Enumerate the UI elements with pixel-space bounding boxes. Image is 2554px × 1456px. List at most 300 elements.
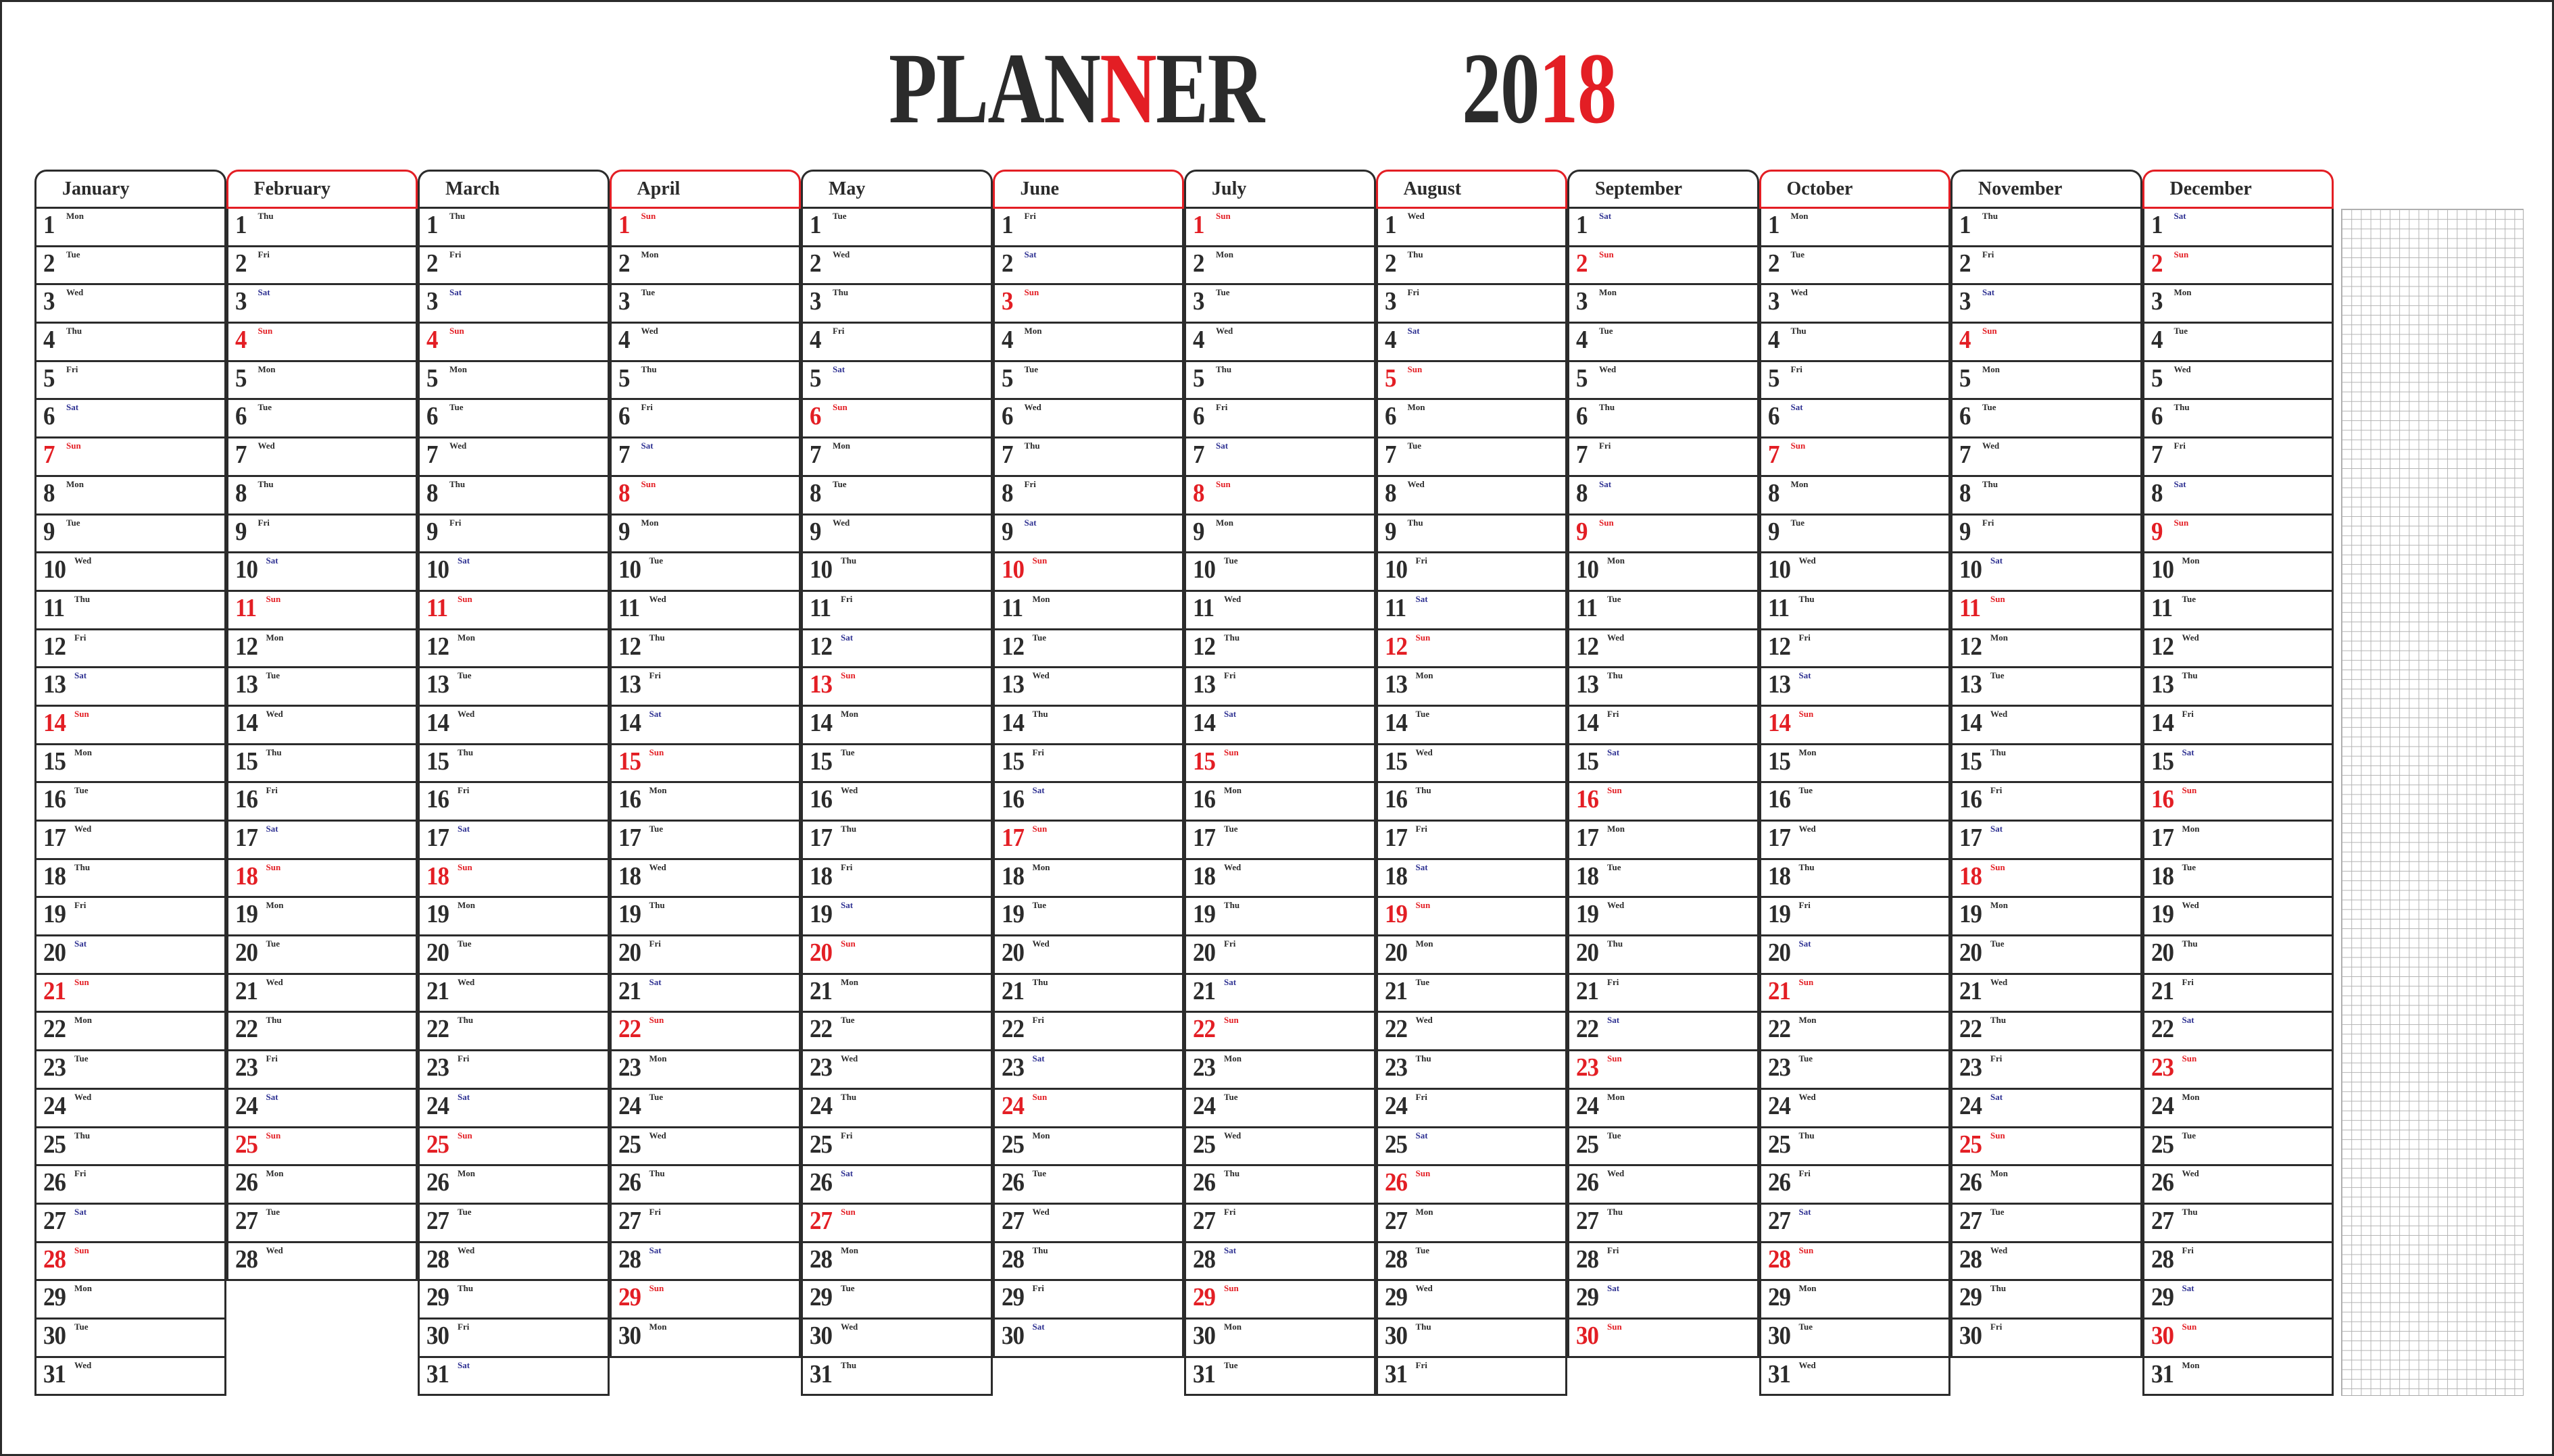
- day-cell[interactable]: [226, 668, 418, 707]
- day-cell[interactable]: [34, 362, 226, 401]
- day-cell[interactable]: [1759, 1051, 1951, 1090]
- day-cell[interactable]: [1567, 1013, 1759, 1051]
- day-cell[interactable]: [801, 745, 993, 784]
- day-cell[interactable]: [1759, 1205, 1951, 1243]
- day-cell[interactable]: [1376, 707, 1568, 745]
- day-cell[interactable]: [1950, 1128, 2142, 1167]
- day-cell[interactable]: [418, 898, 610, 936]
- day-cell[interactable]: [993, 209, 1185, 247]
- day-cell[interactable]: [2142, 1128, 2334, 1167]
- day-cell[interactable]: [1759, 1281, 1951, 1320]
- day-cell[interactable]: [1759, 630, 1951, 669]
- day-cell[interactable]: [993, 1013, 1185, 1051]
- day-cell[interactable]: [1184, 592, 1376, 630]
- day-cell[interactable]: [610, 783, 802, 822]
- day-cell[interactable]: [2142, 707, 2334, 745]
- day-cell[interactable]: [1376, 783, 1568, 822]
- day-cell[interactable]: [610, 1320, 802, 1358]
- day-cell[interactable]: [801, 1166, 993, 1205]
- day-cell[interactable]: [1950, 438, 2142, 477]
- day-cell[interactable]: [993, 1281, 1185, 1320]
- day-cell[interactable]: [34, 247, 226, 286]
- day-cell[interactable]: [418, 822, 610, 860]
- day-cell[interactable]: [226, 553, 418, 592]
- day-cell[interactable]: [418, 362, 610, 401]
- day-cell[interactable]: [1567, 1051, 1759, 1090]
- day-cell[interactable]: [2142, 324, 2334, 362]
- day-cell[interactable]: [801, 936, 993, 975]
- day-cell[interactable]: [418, 592, 610, 630]
- day-cell[interactable]: [1759, 898, 1951, 936]
- day-cell[interactable]: [1950, 668, 2142, 707]
- day-cell[interactable]: [226, 898, 418, 936]
- day-cell[interactable]: [801, 516, 993, 554]
- day-cell[interactable]: [1950, 362, 2142, 401]
- day-cell[interactable]: [610, 1051, 802, 1090]
- day-cell[interactable]: [1376, 630, 1568, 669]
- day-cell[interactable]: [418, 324, 610, 362]
- day-cell[interactable]: [1376, 1166, 1568, 1205]
- day-cell[interactable]: [801, 898, 993, 936]
- day-cell[interactable]: [1567, 783, 1759, 822]
- day-cell[interactable]: [418, 1320, 610, 1358]
- day-cell[interactable]: [418, 668, 610, 707]
- day-cell[interactable]: [993, 668, 1185, 707]
- day-cell[interactable]: [1376, 1281, 1568, 1320]
- day-cell[interactable]: [610, 553, 802, 592]
- day-cell[interactable]: [801, 362, 993, 401]
- day-cell[interactable]: [993, 630, 1185, 669]
- day-cell[interactable]: [1376, 898, 1568, 936]
- day-cell[interactable]: [1376, 247, 1568, 286]
- day-cell[interactable]: [801, 209, 993, 247]
- day-cell[interactable]: [2142, 1358, 2334, 1397]
- day-cell[interactable]: [1567, 553, 1759, 592]
- day-cell[interactable]: [801, 1281, 993, 1320]
- day-cell[interactable]: [418, 1090, 610, 1128]
- day-cell[interactable]: [1950, 324, 2142, 362]
- day-cell[interactable]: [1376, 1090, 1568, 1128]
- day-cell[interactable]: [34, 745, 226, 784]
- day-cell[interactable]: [993, 1166, 1185, 1205]
- day-cell[interactable]: [1376, 592, 1568, 630]
- day-cell[interactable]: [34, 1051, 226, 1090]
- day-cell[interactable]: [1950, 400, 2142, 438]
- day-cell[interactable]: [418, 1243, 610, 1282]
- day-cell[interactable]: [1759, 707, 1951, 745]
- day-cell[interactable]: [1759, 477, 1951, 516]
- day-cell[interactable]: [610, 860, 802, 899]
- day-cell[interactable]: [2142, 783, 2334, 822]
- day-cell[interactable]: [1950, 1090, 2142, 1128]
- day-cell[interactable]: [1950, 1051, 2142, 1090]
- day-cell[interactable]: [1184, 362, 1376, 401]
- day-cell[interactable]: [1759, 1013, 1951, 1051]
- day-cell[interactable]: [1567, 209, 1759, 247]
- day-cell[interactable]: [226, 1166, 418, 1205]
- day-cell[interactable]: [801, 1205, 993, 1243]
- day-cell[interactable]: [1950, 822, 2142, 860]
- day-cell[interactable]: [1950, 477, 2142, 516]
- day-cell[interactable]: [226, 783, 418, 822]
- day-cell[interactable]: [1184, 1205, 1376, 1243]
- day-cell[interactable]: [226, 1128, 418, 1167]
- day-cell[interactable]: [610, 1205, 802, 1243]
- day-cell[interactable]: [1759, 822, 1951, 860]
- day-cell[interactable]: [1184, 1358, 1376, 1397]
- day-cell[interactable]: [34, 438, 226, 477]
- day-cell[interactable]: [610, 1013, 802, 1051]
- day-cell[interactable]: [1950, 285, 2142, 324]
- day-cell[interactable]: [801, 630, 993, 669]
- day-cell[interactable]: [1950, 1281, 2142, 1320]
- day-cell[interactable]: [1950, 1166, 2142, 1205]
- day-cell[interactable]: [418, 860, 610, 899]
- day-cell[interactable]: [2142, 400, 2334, 438]
- day-cell[interactable]: [418, 516, 610, 554]
- day-cell[interactable]: [1184, 936, 1376, 975]
- day-cell[interactable]: [226, 1243, 418, 1282]
- day-cell[interactable]: [226, 1051, 418, 1090]
- day-cell[interactable]: [610, 516, 802, 554]
- day-cell[interactable]: [1567, 668, 1759, 707]
- day-cell[interactable]: [1567, 975, 1759, 1013]
- day-cell[interactable]: [226, 285, 418, 324]
- day-cell[interactable]: [1376, 553, 1568, 592]
- day-cell[interactable]: [610, 822, 802, 860]
- day-cell[interactable]: [1376, 324, 1568, 362]
- day-cell[interactable]: [1567, 898, 1759, 936]
- day-cell[interactable]: [1567, 1281, 1759, 1320]
- day-cell[interactable]: [610, 936, 802, 975]
- day-cell[interactable]: [1376, 745, 1568, 784]
- day-cell[interactable]: [1184, 668, 1376, 707]
- day-cell[interactable]: [993, 247, 1185, 286]
- day-cell[interactable]: [1567, 477, 1759, 516]
- day-cell[interactable]: [993, 860, 1185, 899]
- day-cell[interactable]: [34, 898, 226, 936]
- day-cell[interactable]: [34, 592, 226, 630]
- day-cell[interactable]: [418, 1166, 610, 1205]
- day-cell[interactable]: [226, 362, 418, 401]
- day-cell[interactable]: [1376, 1013, 1568, 1051]
- day-cell[interactable]: [1950, 1320, 2142, 1358]
- day-cell[interactable]: [801, 592, 993, 630]
- day-cell[interactable]: [1184, 400, 1376, 438]
- day-cell[interactable]: [801, 285, 993, 324]
- day-cell[interactable]: [993, 975, 1185, 1013]
- day-cell[interactable]: [993, 516, 1185, 554]
- day-cell[interactable]: [993, 1205, 1185, 1243]
- day-cell[interactable]: [34, 860, 226, 899]
- day-cell[interactable]: [226, 209, 418, 247]
- day-cell[interactable]: [1567, 822, 1759, 860]
- day-cell[interactable]: [1950, 936, 2142, 975]
- day-cell[interactable]: [2142, 438, 2334, 477]
- day-cell[interactable]: [34, 1281, 226, 1320]
- day-cell[interactable]: [2142, 1166, 2334, 1205]
- day-cell[interactable]: [801, 707, 993, 745]
- day-cell[interactable]: [993, 1320, 1185, 1358]
- day-cell[interactable]: [1184, 1013, 1376, 1051]
- day-cell[interactable]: [801, 783, 993, 822]
- day-cell[interactable]: [34, 1205, 226, 1243]
- day-cell[interactable]: [34, 975, 226, 1013]
- day-cell[interactable]: [1759, 285, 1951, 324]
- day-cell[interactable]: [418, 783, 610, 822]
- day-cell[interactable]: [1184, 1281, 1376, 1320]
- day-cell[interactable]: [610, 592, 802, 630]
- day-cell[interactable]: [610, 975, 802, 1013]
- day-cell[interactable]: [1376, 438, 1568, 477]
- day-cell[interactable]: [226, 936, 418, 975]
- day-cell[interactable]: [1759, 247, 1951, 286]
- day-cell[interactable]: [1759, 1320, 1951, 1358]
- day-cell[interactable]: [1759, 1090, 1951, 1128]
- day-cell[interactable]: [1950, 247, 2142, 286]
- day-cell[interactable]: [418, 247, 610, 286]
- day-cell[interactable]: [993, 898, 1185, 936]
- day-cell[interactable]: [226, 438, 418, 477]
- day-cell[interactable]: [993, 477, 1185, 516]
- day-cell[interactable]: [610, 668, 802, 707]
- day-cell[interactable]: [1759, 668, 1951, 707]
- day-cell[interactable]: [226, 860, 418, 899]
- day-cell[interactable]: [1184, 630, 1376, 669]
- day-cell[interactable]: [2142, 516, 2334, 554]
- day-cell[interactable]: [1950, 516, 2142, 554]
- day-cell[interactable]: [2142, 592, 2334, 630]
- day-cell[interactable]: [610, 324, 802, 362]
- day-cell[interactable]: [2142, 1090, 2334, 1128]
- day-cell[interactable]: [1184, 975, 1376, 1013]
- day-cell[interactable]: [2142, 630, 2334, 669]
- day-cell[interactable]: [1184, 1090, 1376, 1128]
- day-cell[interactable]: [1376, 400, 1568, 438]
- day-cell[interactable]: [1567, 1205, 1759, 1243]
- day-cell[interactable]: [1567, 707, 1759, 745]
- day-cell[interactable]: [2142, 1281, 2334, 1320]
- day-cell[interactable]: [2142, 860, 2334, 899]
- day-cell[interactable]: [2142, 1205, 2334, 1243]
- day-cell[interactable]: [418, 477, 610, 516]
- day-cell[interactable]: [1567, 1128, 1759, 1167]
- day-cell[interactable]: [1184, 285, 1376, 324]
- day-cell[interactable]: [418, 975, 610, 1013]
- day-cell[interactable]: [1950, 553, 2142, 592]
- day-cell[interactable]: [1184, 1320, 1376, 1358]
- day-cell[interactable]: [2142, 209, 2334, 247]
- day-cell[interactable]: [610, 438, 802, 477]
- day-cell[interactable]: [1950, 707, 2142, 745]
- day-cell[interactable]: [993, 285, 1185, 324]
- day-cell[interactable]: [226, 630, 418, 669]
- day-cell[interactable]: [1567, 285, 1759, 324]
- day-cell[interactable]: [2142, 745, 2334, 784]
- day-cell[interactable]: [2142, 285, 2334, 324]
- day-cell[interactable]: [993, 400, 1185, 438]
- day-cell[interactable]: [1184, 209, 1376, 247]
- day-cell[interactable]: [1759, 209, 1951, 247]
- day-cell[interactable]: [1950, 783, 2142, 822]
- day-cell[interactable]: [610, 400, 802, 438]
- notes-grid[interactable]: [2341, 209, 2524, 1396]
- day-cell[interactable]: [1950, 1205, 2142, 1243]
- day-cell[interactable]: [226, 400, 418, 438]
- day-cell[interactable]: [1184, 516, 1376, 554]
- day-cell[interactable]: [801, 1243, 993, 1282]
- day-cell[interactable]: [34, 477, 226, 516]
- day-cell[interactable]: [1567, 400, 1759, 438]
- day-cell[interactable]: [418, 707, 610, 745]
- day-cell[interactable]: [34, 553, 226, 592]
- day-cell[interactable]: [801, 1358, 993, 1397]
- day-cell[interactable]: [610, 285, 802, 324]
- day-cell[interactable]: [1376, 1051, 1568, 1090]
- day-cell[interactable]: [2142, 822, 2334, 860]
- day-cell[interactable]: [34, 1013, 226, 1051]
- day-cell[interactable]: [2142, 936, 2334, 975]
- day-cell[interactable]: [1376, 1243, 1568, 1282]
- day-cell[interactable]: [801, 1013, 993, 1051]
- day-cell[interactable]: [993, 553, 1185, 592]
- day-cell[interactable]: [1950, 745, 2142, 784]
- day-cell[interactable]: [801, 438, 993, 477]
- day-cell[interactable]: [993, 936, 1185, 975]
- day-cell[interactable]: [993, 362, 1185, 401]
- day-cell[interactable]: [1184, 898, 1376, 936]
- day-cell[interactable]: [1759, 553, 1951, 592]
- day-cell[interactable]: [34, 1358, 226, 1397]
- day-cell[interactable]: [1759, 860, 1951, 899]
- day-cell[interactable]: [1567, 247, 1759, 286]
- day-cell[interactable]: [801, 477, 993, 516]
- day-cell[interactable]: [2142, 1051, 2334, 1090]
- day-cell[interactable]: [34, 285, 226, 324]
- day-cell[interactable]: [1184, 1243, 1376, 1282]
- day-cell[interactable]: [418, 630, 610, 669]
- day-cell[interactable]: [801, 553, 993, 592]
- day-cell[interactable]: [1759, 362, 1951, 401]
- day-cell[interactable]: [418, 553, 610, 592]
- day-cell[interactable]: [993, 783, 1185, 822]
- day-cell[interactable]: [610, 247, 802, 286]
- day-cell[interactable]: [993, 707, 1185, 745]
- day-cell[interactable]: [1567, 592, 1759, 630]
- day-cell[interactable]: [2142, 898, 2334, 936]
- day-cell[interactable]: [1184, 783, 1376, 822]
- day-cell[interactable]: [1950, 209, 2142, 247]
- day-cell[interactable]: [226, 516, 418, 554]
- day-cell[interactable]: [1759, 438, 1951, 477]
- day-cell[interactable]: [2142, 247, 2334, 286]
- day-cell[interactable]: [1376, 822, 1568, 860]
- day-cell[interactable]: [1950, 1243, 2142, 1282]
- day-cell[interactable]: [993, 438, 1185, 477]
- day-cell[interactable]: [610, 1166, 802, 1205]
- day-cell[interactable]: [1184, 1166, 1376, 1205]
- day-cell[interactable]: [1950, 630, 2142, 669]
- day-cell[interactable]: [1759, 975, 1951, 1013]
- day-cell[interactable]: [226, 477, 418, 516]
- day-cell[interactable]: [34, 783, 226, 822]
- day-cell[interactable]: [801, 1320, 993, 1358]
- day-cell[interactable]: [1950, 1013, 2142, 1051]
- day-cell[interactable]: [34, 630, 226, 669]
- day-cell[interactable]: [801, 247, 993, 286]
- day-cell[interactable]: [1376, 1358, 1568, 1397]
- day-cell[interactable]: [610, 477, 802, 516]
- day-cell[interactable]: [1759, 1243, 1951, 1282]
- day-cell[interactable]: [993, 324, 1185, 362]
- day-cell[interactable]: [2142, 1243, 2334, 1282]
- day-cell[interactable]: [1376, 477, 1568, 516]
- day-cell[interactable]: [1376, 1128, 1568, 1167]
- day-cell[interactable]: [1759, 324, 1951, 362]
- day-cell[interactable]: [801, 1090, 993, 1128]
- day-cell[interactable]: [226, 1090, 418, 1128]
- day-cell[interactable]: [1759, 1128, 1951, 1167]
- day-cell[interactable]: [801, 822, 993, 860]
- day-cell[interactable]: [610, 209, 802, 247]
- day-cell[interactable]: [418, 745, 610, 784]
- day-cell[interactable]: [1376, 668, 1568, 707]
- day-cell[interactable]: [1376, 975, 1568, 1013]
- day-cell[interactable]: [1567, 1166, 1759, 1205]
- day-cell[interactable]: [1184, 438, 1376, 477]
- day-cell[interactable]: [610, 1090, 802, 1128]
- day-cell[interactable]: [1567, 860, 1759, 899]
- day-cell[interactable]: [1567, 630, 1759, 669]
- day-cell[interactable]: [801, 975, 993, 1013]
- day-cell[interactable]: [801, 1128, 993, 1167]
- day-cell[interactable]: [418, 209, 610, 247]
- day-cell[interactable]: [1376, 516, 1568, 554]
- day-cell[interactable]: [1184, 1128, 1376, 1167]
- day-cell[interactable]: [418, 1281, 610, 1320]
- day-cell[interactable]: [1950, 975, 2142, 1013]
- day-cell[interactable]: [801, 400, 993, 438]
- day-cell[interactable]: [1759, 783, 1951, 822]
- day-cell[interactable]: [2142, 1013, 2334, 1051]
- day-cell[interactable]: [34, 936, 226, 975]
- day-cell[interactable]: [226, 1205, 418, 1243]
- day-cell[interactable]: [418, 1205, 610, 1243]
- day-cell[interactable]: [993, 592, 1185, 630]
- day-cell[interactable]: [226, 324, 418, 362]
- day-cell[interactable]: [1567, 936, 1759, 975]
- day-cell[interactable]: [2142, 362, 2334, 401]
- day-cell[interactable]: [418, 1358, 610, 1397]
- day-cell[interactable]: [2142, 1320, 2334, 1358]
- day-cell[interactable]: [1376, 362, 1568, 401]
- day-cell[interactable]: [418, 438, 610, 477]
- day-cell[interactable]: [801, 668, 993, 707]
- day-cell[interactable]: [1184, 553, 1376, 592]
- day-cell[interactable]: [1759, 592, 1951, 630]
- day-cell[interactable]: [801, 1051, 993, 1090]
- day-cell[interactable]: [1950, 898, 2142, 936]
- day-cell[interactable]: [1376, 1320, 1568, 1358]
- day-cell[interactable]: [1184, 745, 1376, 784]
- day-cell[interactable]: [418, 936, 610, 975]
- day-cell[interactable]: [34, 668, 226, 707]
- day-cell[interactable]: [610, 1281, 802, 1320]
- day-cell[interactable]: [34, 707, 226, 745]
- day-cell[interactable]: [1567, 438, 1759, 477]
- day-cell[interactable]: [34, 1320, 226, 1358]
- day-cell[interactable]: [226, 745, 418, 784]
